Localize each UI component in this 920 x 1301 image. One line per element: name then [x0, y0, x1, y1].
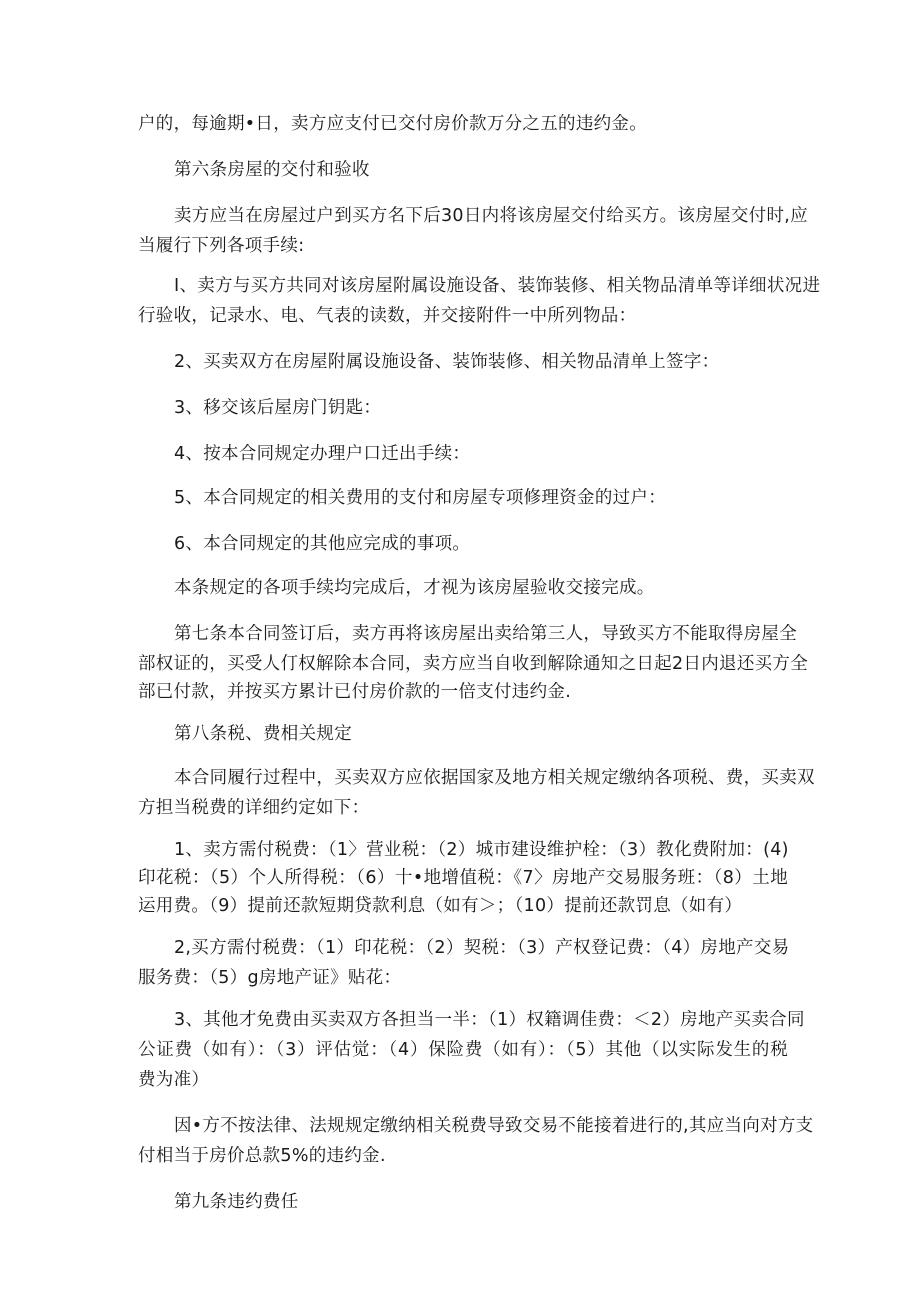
text-line: 行验收，记录水、电、气表的读数，并交接附件一中所列物品：: [138, 306, 637, 326]
list-item: 2,买方需付税费：（1）印花税：（2）契税：（3）产权登记费：（4）房地产交易: [174, 938, 790, 958]
list-item: 6、本合同规定的其他应完成的事项。: [174, 534, 471, 554]
list-item: 1、卖方需付税费：（1〉营业税：（2）城市建设维护栓：（3）教化费附加：(4): [174, 840, 789, 860]
text-line: 户的，每逾期•日，卖方应支付已交付房价款万分之五的违约金。: [138, 114, 648, 134]
text-line: 费为准）: [138, 1070, 210, 1090]
list-item: 3、移交该后屋房门钥匙：: [174, 398, 382, 418]
text-line: 部已付款，并按买方累计已付房价款的一倍支付违约金.: [138, 682, 572, 702]
text-line: 第七条本合同签订后，卖方再将该房屋出卖给第三人，导致买方不能取得房屋全: [174, 624, 797, 644]
text-line: 运用费。（9）提前还款短期贷款利息（如有＞；（10）提前还款罚息（如有）: [138, 896, 743, 916]
list-item: I、卖方与买方共同对该房屋附属设施设备、装饰装修、相关物品清单等详细状况进: [174, 276, 821, 296]
text-line: 本合同履行过程中，买卖双方应依据国家及地方相关规定缴纳各项税、费，买卖双: [174, 768, 815, 788]
text-line: 公证费（如有）：（3）评估觉：（4）保险费（如有）：（5）其他（以实际发生的税: [138, 1040, 788, 1060]
text-line: 本条规定的各项手续均完成后，才视为该房屋验收交接完成。: [174, 578, 655, 598]
text-line: 卖方应当在房屋过户到买方名下后30日内将该房屋交付给买方。该房屋交付时,应: [174, 206, 808, 226]
list-item: 2、买卖双方在房屋附属设施设备、装饰装修、相关物品清单上签字：: [174, 352, 720, 372]
list-item: 3、其他才免费由买卖双方各担当一半：（1）权籍调佳费：＜2）房地产买卖合同: [174, 1010, 805, 1030]
text-line: 印花税：（5）个人所得税：（6）十•地增值税：《7〉房地产交易服务班：（8）土地: [138, 868, 788, 888]
section-heading: 第六条房屋的交付和验收: [174, 160, 370, 180]
text-line: 方担当税费的详细约定如下：: [138, 798, 370, 818]
text-line: 付相当于房价总款5%的违约金.: [138, 1146, 386, 1166]
section-heading: 第九条违约费任: [174, 1192, 299, 1212]
text-line: 部权证的，买受人仃权解除本合同，卖方应当自收到解除通知之日起2日内退还买方全: [138, 654, 809, 674]
section-heading: 第八条税、费相关规定: [174, 724, 352, 744]
list-item: 5、本合同规定的相关费用的支付和房屋专项修理资金的过户：: [174, 488, 667, 508]
text-line: 因•方不按法律、法规规定缴纳相关税费导致交易不能接着进行的,其应当向对方支: [174, 1116, 814, 1136]
text-line: 服务费：（5）g房地产证》贴花：: [138, 968, 402, 988]
text-line: 当履行下列各项手续:: [138, 236, 305, 256]
list-item: 4、按本合同规定办理户口迁出手续：: [174, 444, 471, 464]
